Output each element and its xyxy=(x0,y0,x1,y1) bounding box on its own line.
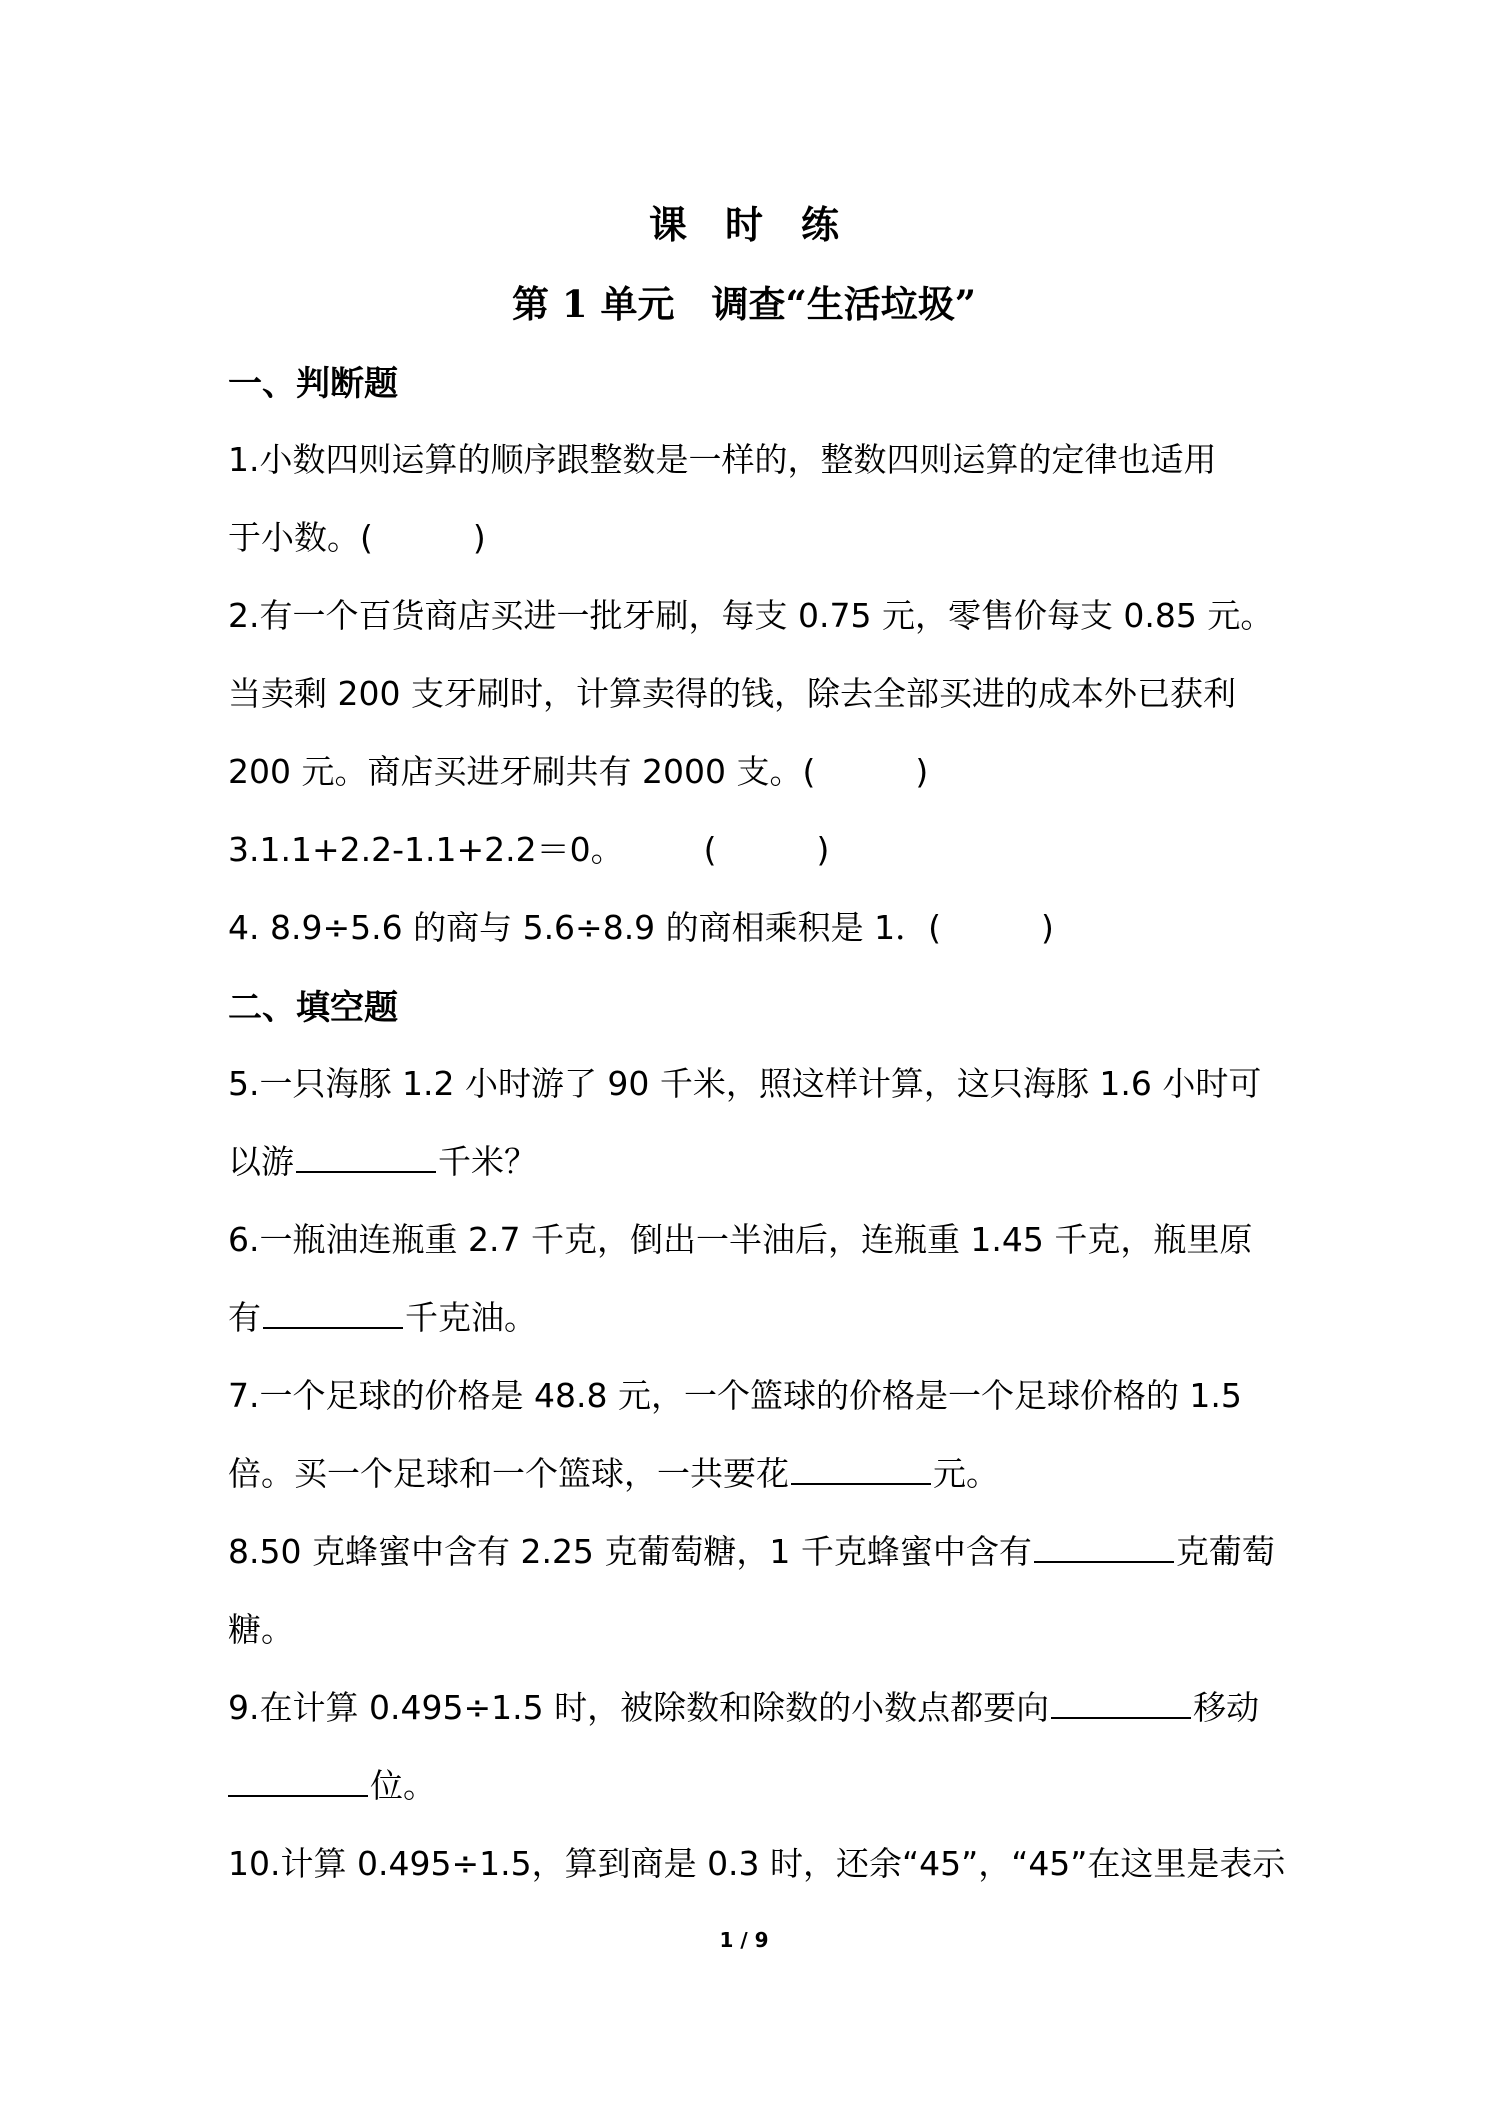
section-heading-fill-in: 二、填空题 xyxy=(228,988,398,1028)
answer-blank[interactable] xyxy=(228,1765,368,1797)
question-1-text: 于小数。( xyxy=(228,518,373,557)
question-7-text: 倍。买一个足球和一个篮球，一共要花 xyxy=(228,1454,789,1493)
question-6-text: 有 xyxy=(228,1298,261,1337)
question-9-unit: 位。 xyxy=(370,1766,436,1805)
question-6-line-2 xyxy=(228,1292,537,1339)
question-2-line-2: 当卖剩 200 支牙刷时，计算卖得的钱，除去全部买进的成本外已获利 xyxy=(228,674,1236,713)
question-8-line-2: 糖。 xyxy=(228,1610,294,1649)
question-8-text: 8.50 克蜂蜜中含有 2.25 克葡萄糖，1 千克蜂蜜中含有 xyxy=(228,1532,1032,1571)
page-title: 课 时 练 xyxy=(648,202,839,247)
question-5-line-1: 5.一只海豚 1.2 小时游了 90 千米，照这样计算，这只海豚 1.6 小时可 xyxy=(228,1064,1262,1103)
question-9-text-end: 移动 xyxy=(1193,1688,1260,1727)
question-7-line-1: 7.一个足球的价格是 48.8 元，一个篮球的价格是一个足球价格的 1.5 xyxy=(228,1376,1242,1415)
page-subtitle: 第 1 单元 调查“生活垃圾” xyxy=(511,282,977,326)
question-1-close-paren: ) xyxy=(472,518,486,557)
question-9-text: 9.在计算 0.495÷1.5 时，被除数和除数的小数点都要向 xyxy=(228,1688,1050,1727)
answer-blank[interactable] xyxy=(263,1297,403,1329)
question-9-line-1 xyxy=(228,1682,1259,1729)
answer-blank[interactable] xyxy=(296,1141,436,1173)
answer-blank[interactable] xyxy=(1051,1687,1191,1719)
question-5-line-2 xyxy=(228,1136,537,1183)
question-2-line-1: 2.有一个百货商店买进一批牙刷，每支 0.75 元，零售价每支 0.85 元。 xyxy=(228,596,1274,635)
question-7-unit: 元。 xyxy=(933,1454,999,1493)
question-3-line xyxy=(228,824,829,871)
question-5-unit: 千米？ xyxy=(438,1142,537,1181)
question-7-line-2 xyxy=(228,1448,999,1495)
question-2-close-paren: ) xyxy=(915,752,929,791)
question-3-text: 3.1.1+2.2-1.1+2.2＝0。 xyxy=(228,830,624,869)
answer-blank[interactable] xyxy=(1034,1531,1174,1563)
question-3-close-paren: ) xyxy=(816,830,830,869)
question-10-line-1: 10.计算 0.495÷1.5，算到商是 0.3 时，还余“45”，“45”在这里是表示 xyxy=(228,1844,1286,1883)
question-4-line xyxy=(228,902,1054,949)
question-9-line-2 xyxy=(228,1760,436,1807)
question-4-close-paren: ) xyxy=(1041,908,1054,947)
answer-blank[interactable] xyxy=(791,1453,931,1485)
question-2-text: 200 元。商店买进牙刷共有 2000 支。( xyxy=(228,752,816,791)
question-3-open-paren: ( xyxy=(703,830,717,869)
question-8-line-1 xyxy=(228,1526,1275,1573)
page-number: 1 / 9 xyxy=(719,1928,769,1952)
question-8-unit: 克葡萄 xyxy=(1175,1532,1275,1571)
question-5-text: 以游 xyxy=(228,1142,294,1181)
question-2-line-3 xyxy=(228,746,928,793)
question-1-line-1: 1.小数四则运算的顺序跟整数是一样的，整数四则运算的定律也适用 xyxy=(228,440,1217,479)
question-4-text: 4. 8.9÷5.6 的商与 5.6÷8.9 的商相乘积是 1．( xyxy=(228,908,942,947)
question-6-line-1: 6.一瓶油连瓶重 2.7 千克，倒出一半油后，连瓶重 1.45 千克，瓶里原 xyxy=(228,1220,1253,1259)
section-heading-judgement: 一、判断题 xyxy=(228,364,398,404)
question-6-unit: 千克油。 xyxy=(405,1298,537,1337)
question-1-line-2 xyxy=(228,512,486,559)
